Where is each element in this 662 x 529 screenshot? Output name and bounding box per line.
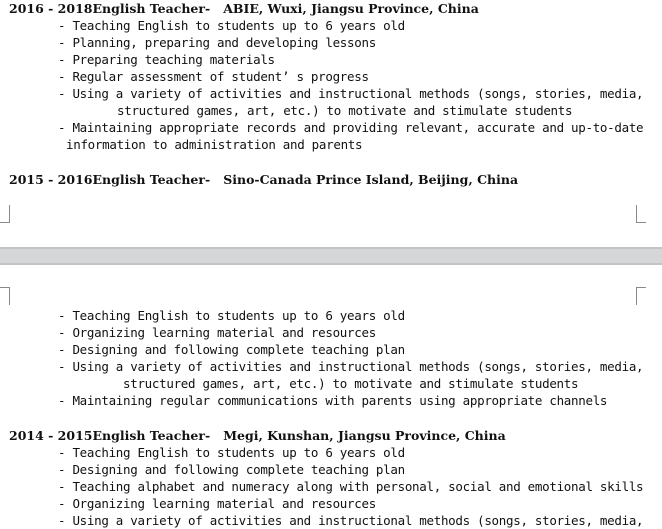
document-page-1 xyxy=(0,0,662,247)
page-corner-mark-top-left xyxy=(0,287,10,305)
bullet-item: - Using a variety of activities and instructional methods (songs, stories, media, xyxy=(58,359,644,374)
job-heading-sino-canada: 2015 - 2016English Teacher- Sino-Canada Prince Island, Beijing, China xyxy=(9,172,519,187)
bullet-item: - Teaching English to students up to 6 years old xyxy=(58,18,405,33)
bullet-item: - Using a variety of activities and instructional methods (songs, stories, media, xyxy=(58,513,644,528)
job-heading-abie: 2016 - 2018English Teacher- ABIE, Wuxi, Jiangsu Province, China xyxy=(9,1,479,16)
page-corner-mark-top-right xyxy=(636,287,646,305)
page-break-gap xyxy=(0,247,662,265)
bullet-item: - Teaching alphabet and numeracy along with personal, social and emotional skills xyxy=(58,479,644,494)
bullet-item: - Teaching English to students up to 6 years old xyxy=(58,308,405,323)
bullet-item: - Organizing learning material and resources xyxy=(58,496,376,511)
bullet-item: - Planning, preparing and developing lessons xyxy=(58,35,376,50)
bullet-item: - Designing and following complete teaching plan xyxy=(58,462,405,477)
page-corner-mark-bottom-right xyxy=(636,205,646,223)
bullet-item: - Maintaining regular communications with parents using appropriate channels xyxy=(58,393,608,408)
bullet-item: - Designing and following complete teaching plan xyxy=(58,342,405,357)
bullet-item: - Teaching English to students up to 6 years old xyxy=(58,445,405,460)
bullet-item: - Organizing learning material and resources xyxy=(58,325,376,340)
bullet-item: - Preparing teaching materials xyxy=(58,52,275,67)
bullet-item: - Using a variety of activities and instructional methods (songs, stories, media, xyxy=(58,86,644,101)
bullet-continuation: structured games, art, etc.) to motivate and stimulate students xyxy=(123,376,579,391)
bullet-item: - Regular assessment of student’ s progress xyxy=(58,69,369,84)
bullet-item: - Maintaining appropriate records and providing relevant, accurate and up-to-date xyxy=(58,120,644,135)
bullet-continuation: information to administration and parents xyxy=(66,137,363,152)
job-heading-megi: 2014 - 2015English Teacher- Megi, Kunshan, Jiangsu Province, China xyxy=(9,428,506,443)
bullet-continuation: structured games, art, etc.) to motivate and stimulate students xyxy=(117,103,573,118)
document-page-2 xyxy=(0,265,662,529)
page-corner-mark-bottom-left xyxy=(0,205,10,223)
